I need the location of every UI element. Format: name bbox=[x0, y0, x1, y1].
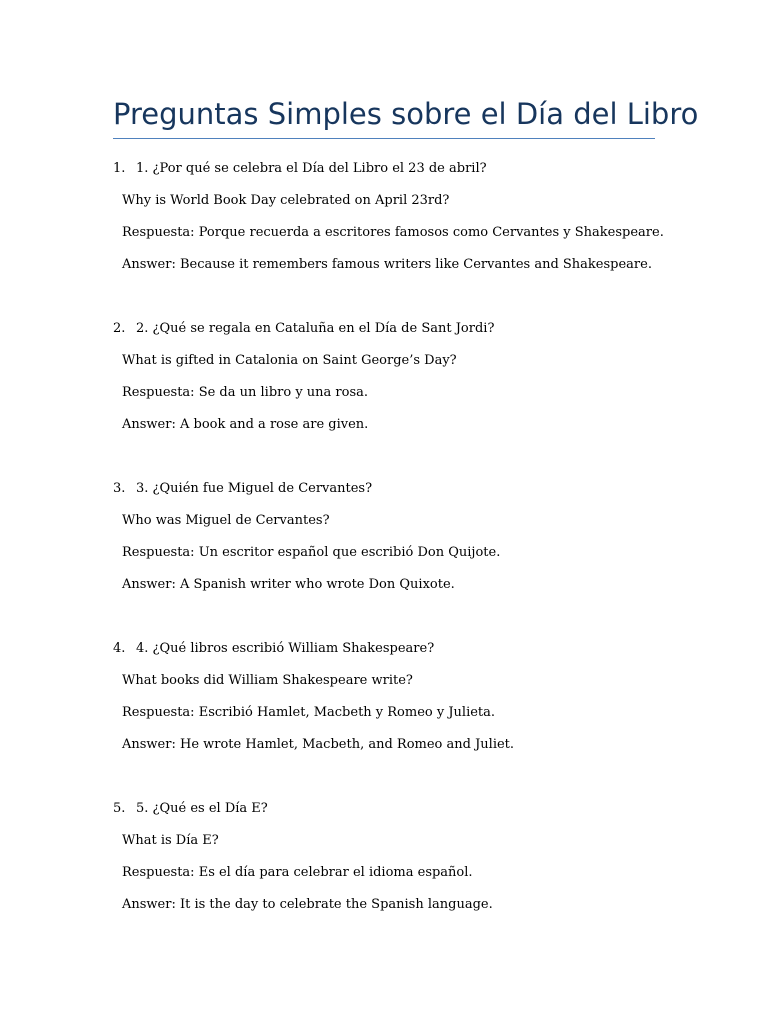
answer-spanish: Respuesta: Escribió Hamlet, Macbeth y Romeo y Julieta. bbox=[122, 705, 496, 720]
question-english: Why is World Book Day celebrated on April 23rd? bbox=[122, 193, 450, 208]
question-spanish: 3. ¿Quién fue Miguel de Cervantes? bbox=[136, 481, 373, 496]
question-item bbox=[0, 160, 768, 300]
answer-english: Answer: It is the day to celebrate the Spanish language. bbox=[122, 897, 493, 912]
question-item bbox=[0, 640, 768, 780]
document-title: Preguntas Simples sobre el Día del Libro bbox=[113, 97, 699, 131]
answer-english: Answer: He wrote Hamlet, Macbeth, and Romeo and Juliet. bbox=[122, 737, 515, 752]
question-item bbox=[0, 800, 768, 940]
question-spanish: 1. ¿Por qué se celebra el Día del Libro el 23 de abril? bbox=[136, 161, 487, 176]
list-number: 3. bbox=[113, 481, 126, 496]
question-item bbox=[0, 320, 768, 460]
answer-spanish: Respuesta: Un escritor español que escribió Don Quijote. bbox=[122, 545, 501, 560]
list-number: 4. bbox=[113, 641, 126, 656]
list-number: 5. bbox=[113, 801, 126, 816]
question-english: Who was Miguel de Cervantes? bbox=[122, 513, 330, 528]
answer-english: Answer: A Spanish writer who wrote Don Quixote. bbox=[122, 577, 455, 592]
question-english: What books did William Shakespeare write? bbox=[122, 673, 413, 688]
question-english: What is gifted in Catalonia on Saint George’s Day? bbox=[122, 353, 457, 368]
question-item bbox=[0, 480, 768, 620]
answer-spanish: Respuesta: Se da un libro y una rosa. bbox=[122, 385, 369, 400]
question-spanish: 5. ¿Qué es el Día E? bbox=[136, 801, 268, 816]
answer-spanish: Respuesta: Es el día para celebrar el idioma español. bbox=[122, 865, 473, 880]
list-number: 1. bbox=[113, 161, 126, 176]
answer-spanish: Respuesta: Porque recuerda a escritores famosos como Cervantes y Shakespeare. bbox=[122, 225, 664, 240]
list-number: 2. bbox=[113, 321, 126, 336]
title-underline bbox=[113, 138, 655, 139]
question-spanish: 4. ¿Qué libros escribió William Shakespeare? bbox=[136, 641, 435, 656]
question-spanish: 2. ¿Qué se regala en Cataluña en el Día de Sant Jordi? bbox=[136, 321, 495, 336]
question-english: What is Día E? bbox=[122, 833, 219, 848]
answer-english: Answer: A book and a rose are given. bbox=[122, 417, 369, 432]
answer-english: Answer: Because it remembers famous writers like Cervantes and Shakespeare. bbox=[122, 257, 652, 272]
